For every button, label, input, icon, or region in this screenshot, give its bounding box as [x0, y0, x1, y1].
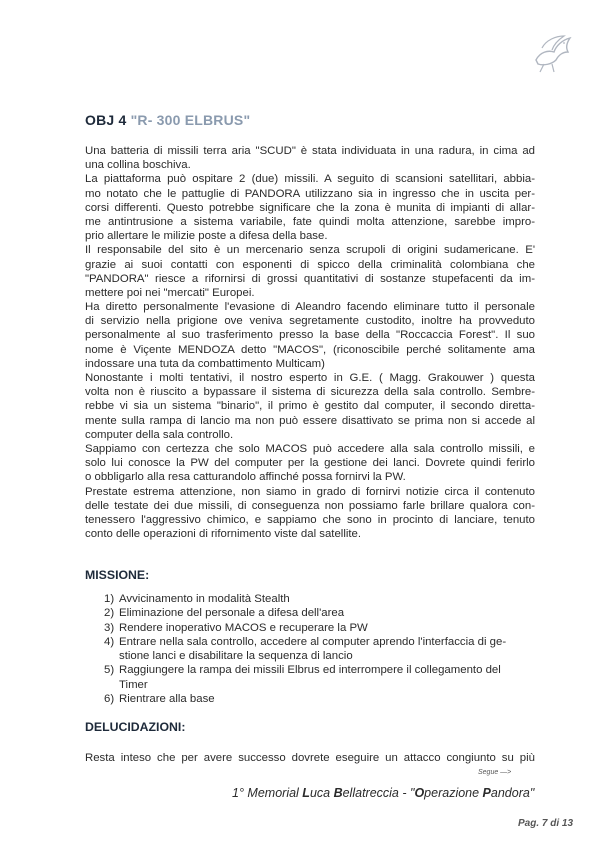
mission-item [104, 606, 534, 620]
mission-item-text [119, 606, 534, 620]
body-line: Sappiamo con certezza che solo MACOS può accedere alla sala controllo missili, e [85, 442, 535, 455]
body-line: personalmente al suo trasferimento presso la base della "Roccaccia Forest". Il suo [85, 329, 535, 342]
memorial-part: perazione [424, 786, 483, 800]
body-line: di servizio nella prigione ove veniva segretamente custodito, inoltre ha provveduto [85, 315, 535, 328]
body-line: rebbe vi sia un sistema "binario", il primo è gestito dal computer, il secondo diretta- [85, 400, 535, 413]
page-title [85, 112, 250, 128]
mission-item [104, 592, 534, 606]
mission-item-text [119, 592, 534, 606]
mission-item-number: 3) [104, 621, 115, 634]
mission-item-number: 4) [104, 635, 115, 648]
mission-item-line: Raggiungere la rampa dei missili Elbrus ed interrompere il collegamento del [119, 664, 501, 677]
body-line: computer della sala controllo. [85, 428, 234, 441]
mission-item-line: Rendere inoperativo MACOS e recuperare la PW [119, 621, 368, 634]
body-line: me antintrusione a sistema variabile, fate quindi molta attenzione, sarebbe impro- [85, 215, 535, 228]
delucidazioni-text: Resta inteso che per avere successo dovrete eseguire un attacco congiunto su più [85, 752, 535, 764]
mission-item-text [119, 692, 534, 706]
page-number: Pag. 7 di 13 [518, 818, 574, 829]
mission-item-number: 1) [104, 593, 115, 605]
body-line: Una batteria di missili terra aria "SCUD" è stata individuata in una radura, in cima ad [85, 145, 535, 157]
delucidazioni-heading: DELUCIDAZIONI: [85, 720, 186, 734]
memorial-part: ellatreccia - " [342, 786, 415, 800]
mission-item-line: Timer [119, 678, 148, 691]
body-line: Ha diretto personalmente l'evasione di Aleandro facendo eliminare tutto il personale [85, 301, 535, 314]
mission-item-line: Entrare nella sala controllo, accedere al computer aprendo l'interfaccia di ge- [119, 635, 507, 648]
mission-item-line: Rientrare alla base [119, 693, 215, 706]
body-line: corsi differenti. Questo potrebbe significare che la zona è munita di impianti di allar- [85, 201, 535, 214]
body-line: mente sulla rampa di lancio ma non può essere disattivato se prima non si accede al [85, 414, 535, 427]
body-line: una collina boschiva. [85, 159, 191, 172]
mission-item-text [119, 663, 534, 692]
mission-item-number: 2) [104, 607, 115, 620]
title-prefix: OBJ 4 [85, 112, 131, 128]
mission-item [104, 635, 534, 664]
mission-item-text [119, 621, 534, 635]
mission-item-line: Avvicinamento in modalità Stealth [119, 593, 290, 605]
body-line: volta non è riuscito a bypassare il sistema di sicurezza della sala controllo. Sembre- [85, 386, 535, 399]
body-line: nome è Viçente MENDOZA detto "MACOS", (riconoscibile perché solitamente ama [85, 343, 535, 356]
body-line: delle testate dei due missili, di conseguenza non possiamo farle brillare qualora con- [85, 499, 535, 512]
memorial-part: L [302, 786, 310, 800]
body-line: La piattaforma può ospitare 2 (due) missili. A seguito di scansioni satellitari, abbia- [85, 173, 535, 186]
mission-item [104, 663, 534, 692]
memorial-part: andora" [490, 786, 535, 800]
body-line: grazie ai suoi contatti con esponenti di spicco della criminalità colombiana che [85, 258, 535, 271]
body-line: Il responsabile del sito è un mercenario senza scrupoli di origini sudamericane. E' [85, 244, 535, 257]
body-line: solo lui conosce la PW del computer per la gestione dei lanci. Dovrete quindi ferirlo [85, 457, 535, 470]
memorial-part: B [333, 786, 343, 800]
mission-item [104, 621, 534, 635]
body-line: o obbligarlo alla resa catturandolo affinché possa fornirvi la PW. [85, 471, 406, 484]
body-line: prio allertare le milizie poste a difesa della base. [85, 230, 328, 243]
mission-item-text [119, 635, 534, 664]
mission-heading: MISSIONE: [85, 568, 150, 582]
body-line: "PANDORA" riesce a rifornirsi di grossi quantitativi di sostanze stupefacenti da im- [85, 272, 535, 285]
mission-item-number: 5) [104, 664, 115, 677]
mission-item [104, 692, 534, 706]
winged-horse-icon [526, 30, 576, 76]
memorial-part: 1° Memorial [232, 786, 303, 800]
body-line: conto delle operazioni di rifornimento viste dal satellite. [85, 528, 362, 541]
body-line: mettere poi nei "mercati" Europei. [85, 286, 255, 299]
memorial-part: uca [309, 786, 334, 800]
body-paragraphs [85, 144, 535, 541]
memorial-footer [232, 786, 534, 800]
body-line: Nonostante i molti tentativi, il nostro esperto in G.E. ( Magg. Grakouwer ) questa [85, 372, 535, 384]
body-line: tenessero l'aggressivo chimico, e sappiamo che sono in procinto di lanciare, tenuto [85, 513, 535, 526]
body-line: indossare una tuta da combattimento Multicam) [85, 357, 325, 370]
memorial-part: O [414, 786, 425, 800]
title-accent: "R- 300 ELBRUS" [130, 112, 251, 128]
mission-item-line: Eliminazione del personale a difesa dell'area [119, 607, 345, 620]
body-line: mo notato che le pattuglie di PANDORA utilizzano sia in ingresso che in uscita per- [85, 187, 535, 200]
memorial-part: P [482, 786, 491, 800]
mission-item-line: stione lanci e disabilitare la sequenza di lancio [119, 650, 353, 663]
mission-item-number: 6) [104, 693, 115, 706]
body-line: Prestate estrema attenzione, non siamo in grado di fornirvi notizie circa il contenuto [85, 485, 535, 498]
segue-label: Segue —> [478, 769, 512, 776]
mission-list [104, 592, 534, 706]
